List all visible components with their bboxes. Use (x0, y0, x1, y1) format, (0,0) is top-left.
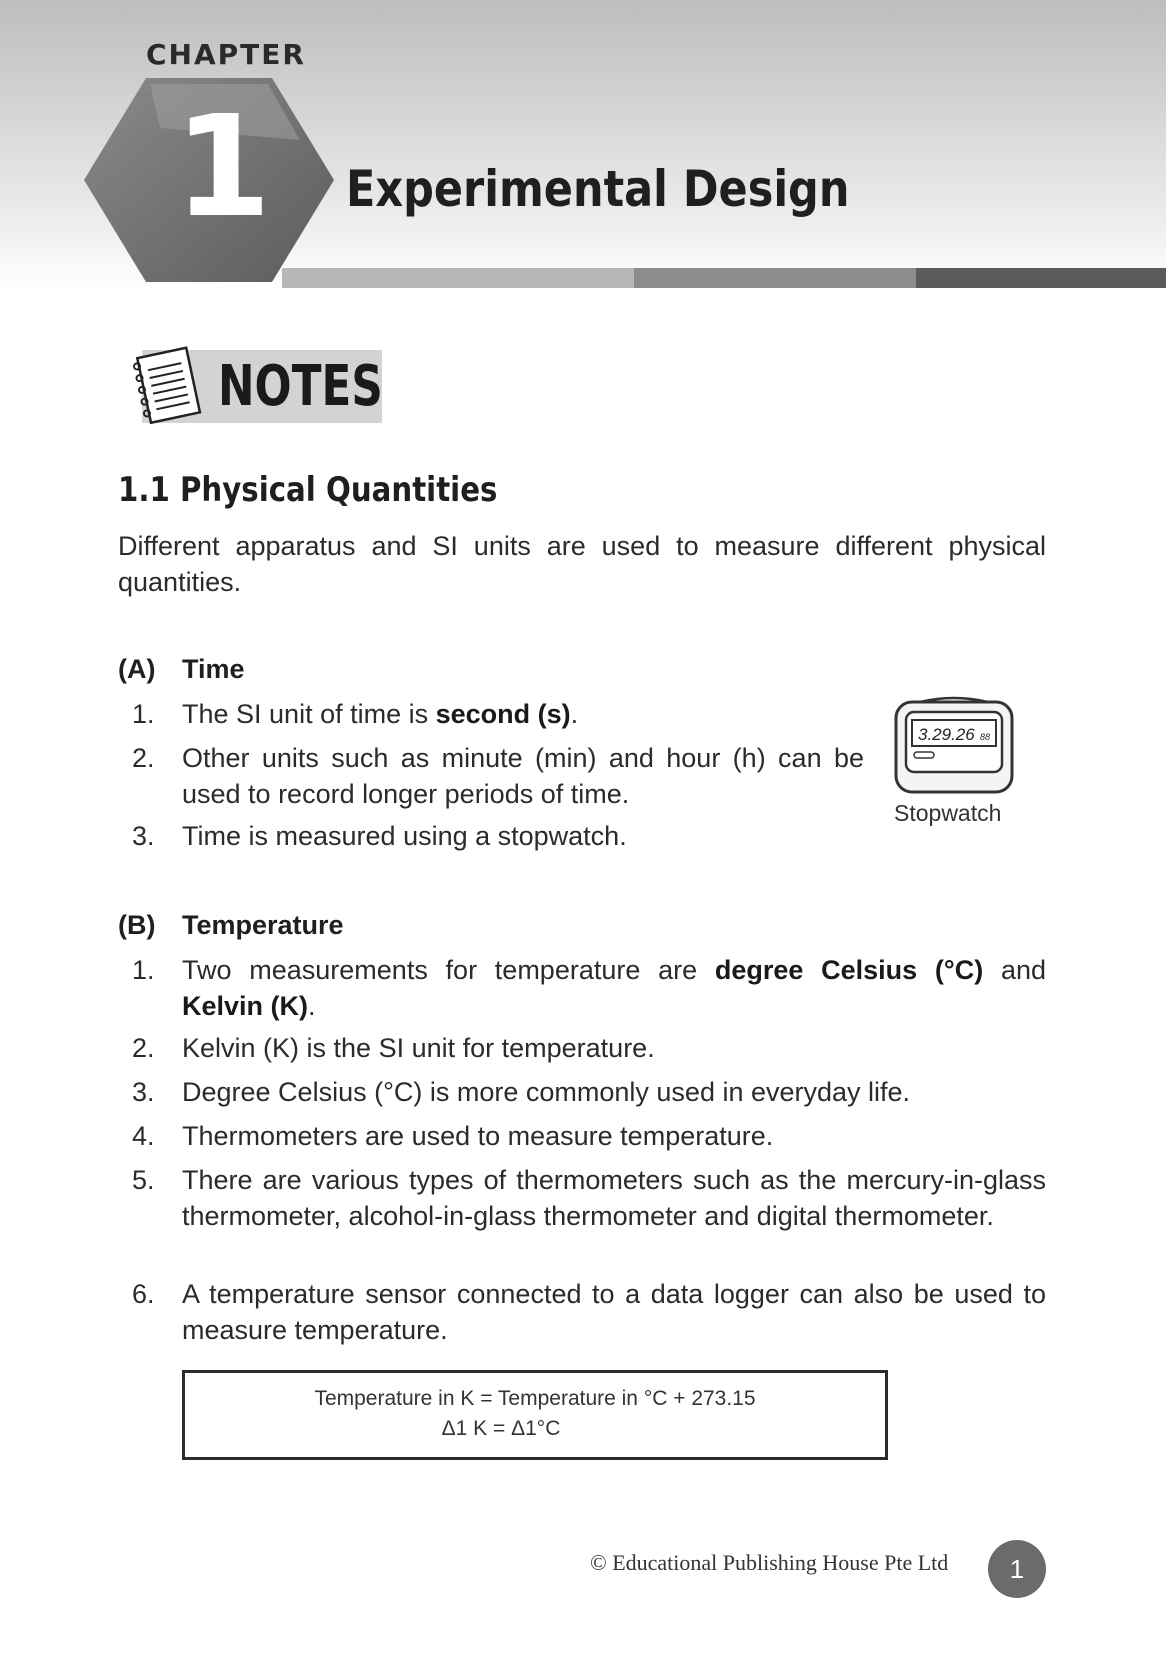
header-band-mid (634, 268, 916, 288)
list-text: Kelvin (K) is the SI unit for temperature. (182, 1033, 655, 1063)
list-number: 1. (132, 955, 155, 985)
notes-label: NOTES (218, 354, 383, 419)
list-text-part: . (308, 991, 316, 1021)
list-number: 2. (132, 743, 155, 773)
header-band-dark (916, 268, 1166, 288)
list-text: Other units such as minute (min) and hour (h) can be used to record longer periods of time. (182, 743, 864, 809)
list-number: 3. (132, 821, 155, 851)
list-number: 3. (132, 1077, 155, 1107)
subsection-letter: (A) (118, 654, 156, 684)
chapter-number: 1 (174, 86, 272, 249)
stopwatch-display: 3.29.26 (918, 725, 975, 744)
list-text (182, 696, 882, 732)
list-number: 4. (132, 1121, 155, 1151)
chapter-title: Experimental Design (346, 160, 850, 218)
notepad-icon (130, 342, 210, 432)
list-number: 2. (132, 1033, 155, 1063)
list-text: There are various types of thermometers such as the mercury-in-glass thermometer, alcohol-in-glass thermometer and digital thermometer. (182, 1165, 1046, 1231)
list-text: Time is measured using a stopwatch. (182, 821, 627, 851)
section-intro: Different apparatus and SI units are used to measure different physical quantities. (118, 531, 1046, 597)
bold-term: second (s) (435, 699, 571, 729)
list-text: Degree Celsius (°C) is more commonly used in everyday life. (182, 1077, 911, 1107)
list-text (182, 952, 1046, 1024)
footer-copyright: © Educational Publishing House Pte Ltd (590, 1550, 949, 1575)
formula-line-2: Δ1 K = Δ1°C (441, 1417, 561, 1440)
list-text: Thermometers are used to measure temperature. (182, 1121, 774, 1151)
list-text-part: Two measurements for temperature are (182, 955, 715, 985)
list-text-part: and (983, 955, 1047, 985)
formula-box (182, 1370, 888, 1460)
list-number: 5. (132, 1165, 155, 1195)
chapter-label: CHAPTER (146, 38, 306, 71)
formula-line-1: Temperature in K = Temperature in °C + 273.15 (314, 1387, 756, 1410)
subsection-letter: (B) (118, 910, 156, 940)
figure-caption: Stopwatch (894, 800, 1002, 826)
bold-term: Kelvin (K) (182, 991, 309, 1021)
subsection-name: Time (182, 654, 245, 684)
stopwatch-icon (890, 696, 1018, 798)
list-number: 6. (132, 1279, 155, 1309)
stopwatch-display-small: 88 (980, 732, 991, 742)
list-text-part: . (570, 699, 579, 729)
list-text-part: The SI unit of time is (182, 699, 436, 729)
list-number: 1. (132, 699, 155, 729)
page-number: 1 (988, 1540, 1046, 1598)
section-title: 1.1 Physical Quantities (118, 470, 498, 510)
list-text: A temperature sensor connected to a data logger can also be used to measure temperature. (182, 1279, 1046, 1345)
bold-term: degree Celsius (°C) (714, 955, 984, 985)
header-band-light (282, 268, 634, 288)
subsection-name: Temperature (182, 910, 344, 940)
